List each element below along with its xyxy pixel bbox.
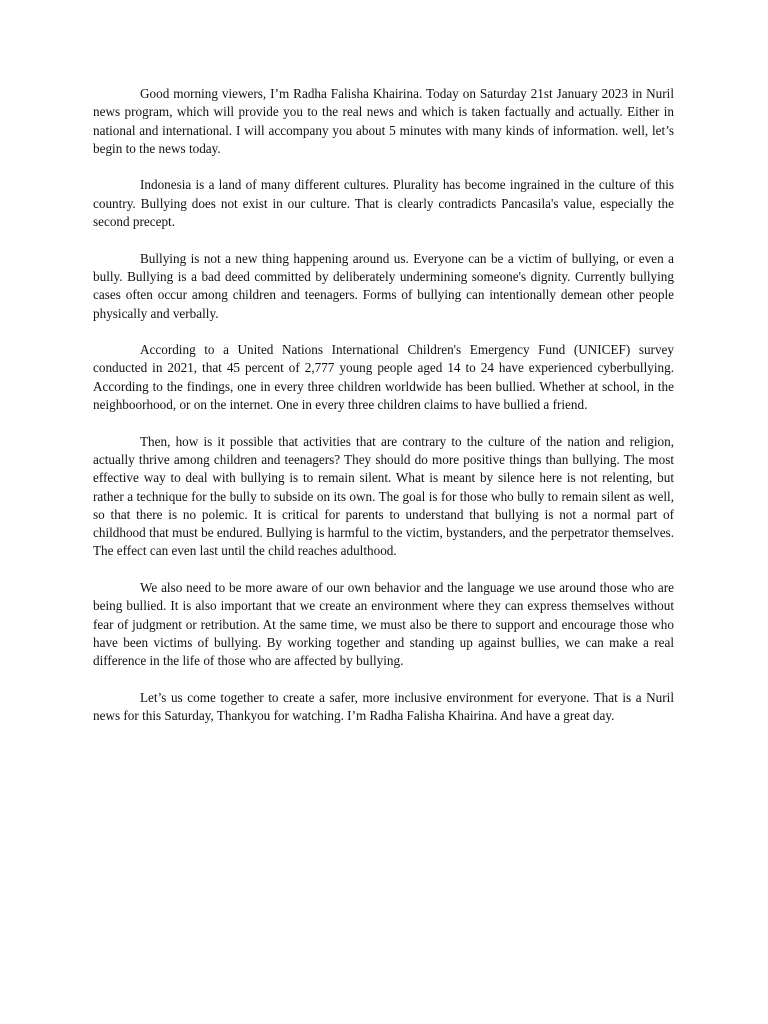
paragraph-bullying-definition: Bullying is not a new thing happening around us. Everyone can be a victim of bullying, or even a bully. Bullying is a bad deed committed by deliberately undermining someone's dignity. Currently bullying cases often occur among children and teenagers. Forms of bullying can intentionally demean other people physically and verbally. xyxy=(93,250,674,321)
paragraph-dealing-with-bullying: Then, how is it possible that activities that are contrary to the culture of the nation and religion, actually thrive among children and teenagers? They should do more positive things than bullying. The most effective way to deal with bullying is to remain silent. What is meant by silence here is not relenting, but rather a technique for the bully to subside on its own. The goal is for those who bully to remain silent as well, so that there is no polemic. It is critical for parents to understand that bullying is not a normal part of childhood that must be endured. Bullying is harmful to the victim, bystanders, and the perpetrator themselves. The effect can even last until the child reaches adulthood. xyxy=(93,433,674,559)
paragraph-unicef-survey: According to a United Nations International Children's Emergency Fund (UNICEF) survey conducted in 2021, that 45 percent of 2,777 young people aged 14 to 24 have experienced cyberbullying. According to the findings, one in every three children worldwide has been bullied. Whether at school, in the neighboorhood, or on the internet. One in every three children claims to have bullied a friend. xyxy=(93,342,674,413)
paragraph-closing: Let’s us come together to create a safer, more inclusive environment for everyone. That is a Nuril news for this Saturday, Thankyou for watching. I’m Radha Falisha Khairina. And have a great day. xyxy=(93,689,674,724)
paragraph-indonesia-cultures: Indonesia is a land of many different cultures. Plurality has become ingrained in the culture of this country. Bullying does not exist in our culture. That is clearly contradicts Pancasila's value, especially the second precept. xyxy=(93,177,674,230)
document-page xyxy=(93,85,674,744)
paragraph-greeting: Good morning viewers, I’m Radha Falisha Khairina. Today on Saturday 21st January 2023 in Nuril news program, which will provide you to the real news and which is taken factually and actually. Either in national and international. I will accompany you about 5 minutes with many kinds of information. well, let’s begin to the news today. xyxy=(93,86,674,156)
paragraph-awareness: We also need to be more aware of our own behavior and the language we use around those who are being bullied. It is also important that we create an environment where they can express themselves without fear of judgment or retribution. At the same time, we must also be there to support and encourage those who have been victims of bullying. By working together and standing up against bullies, we can make a real difference in the life of those who are affected by bullying. xyxy=(93,580,674,669)
